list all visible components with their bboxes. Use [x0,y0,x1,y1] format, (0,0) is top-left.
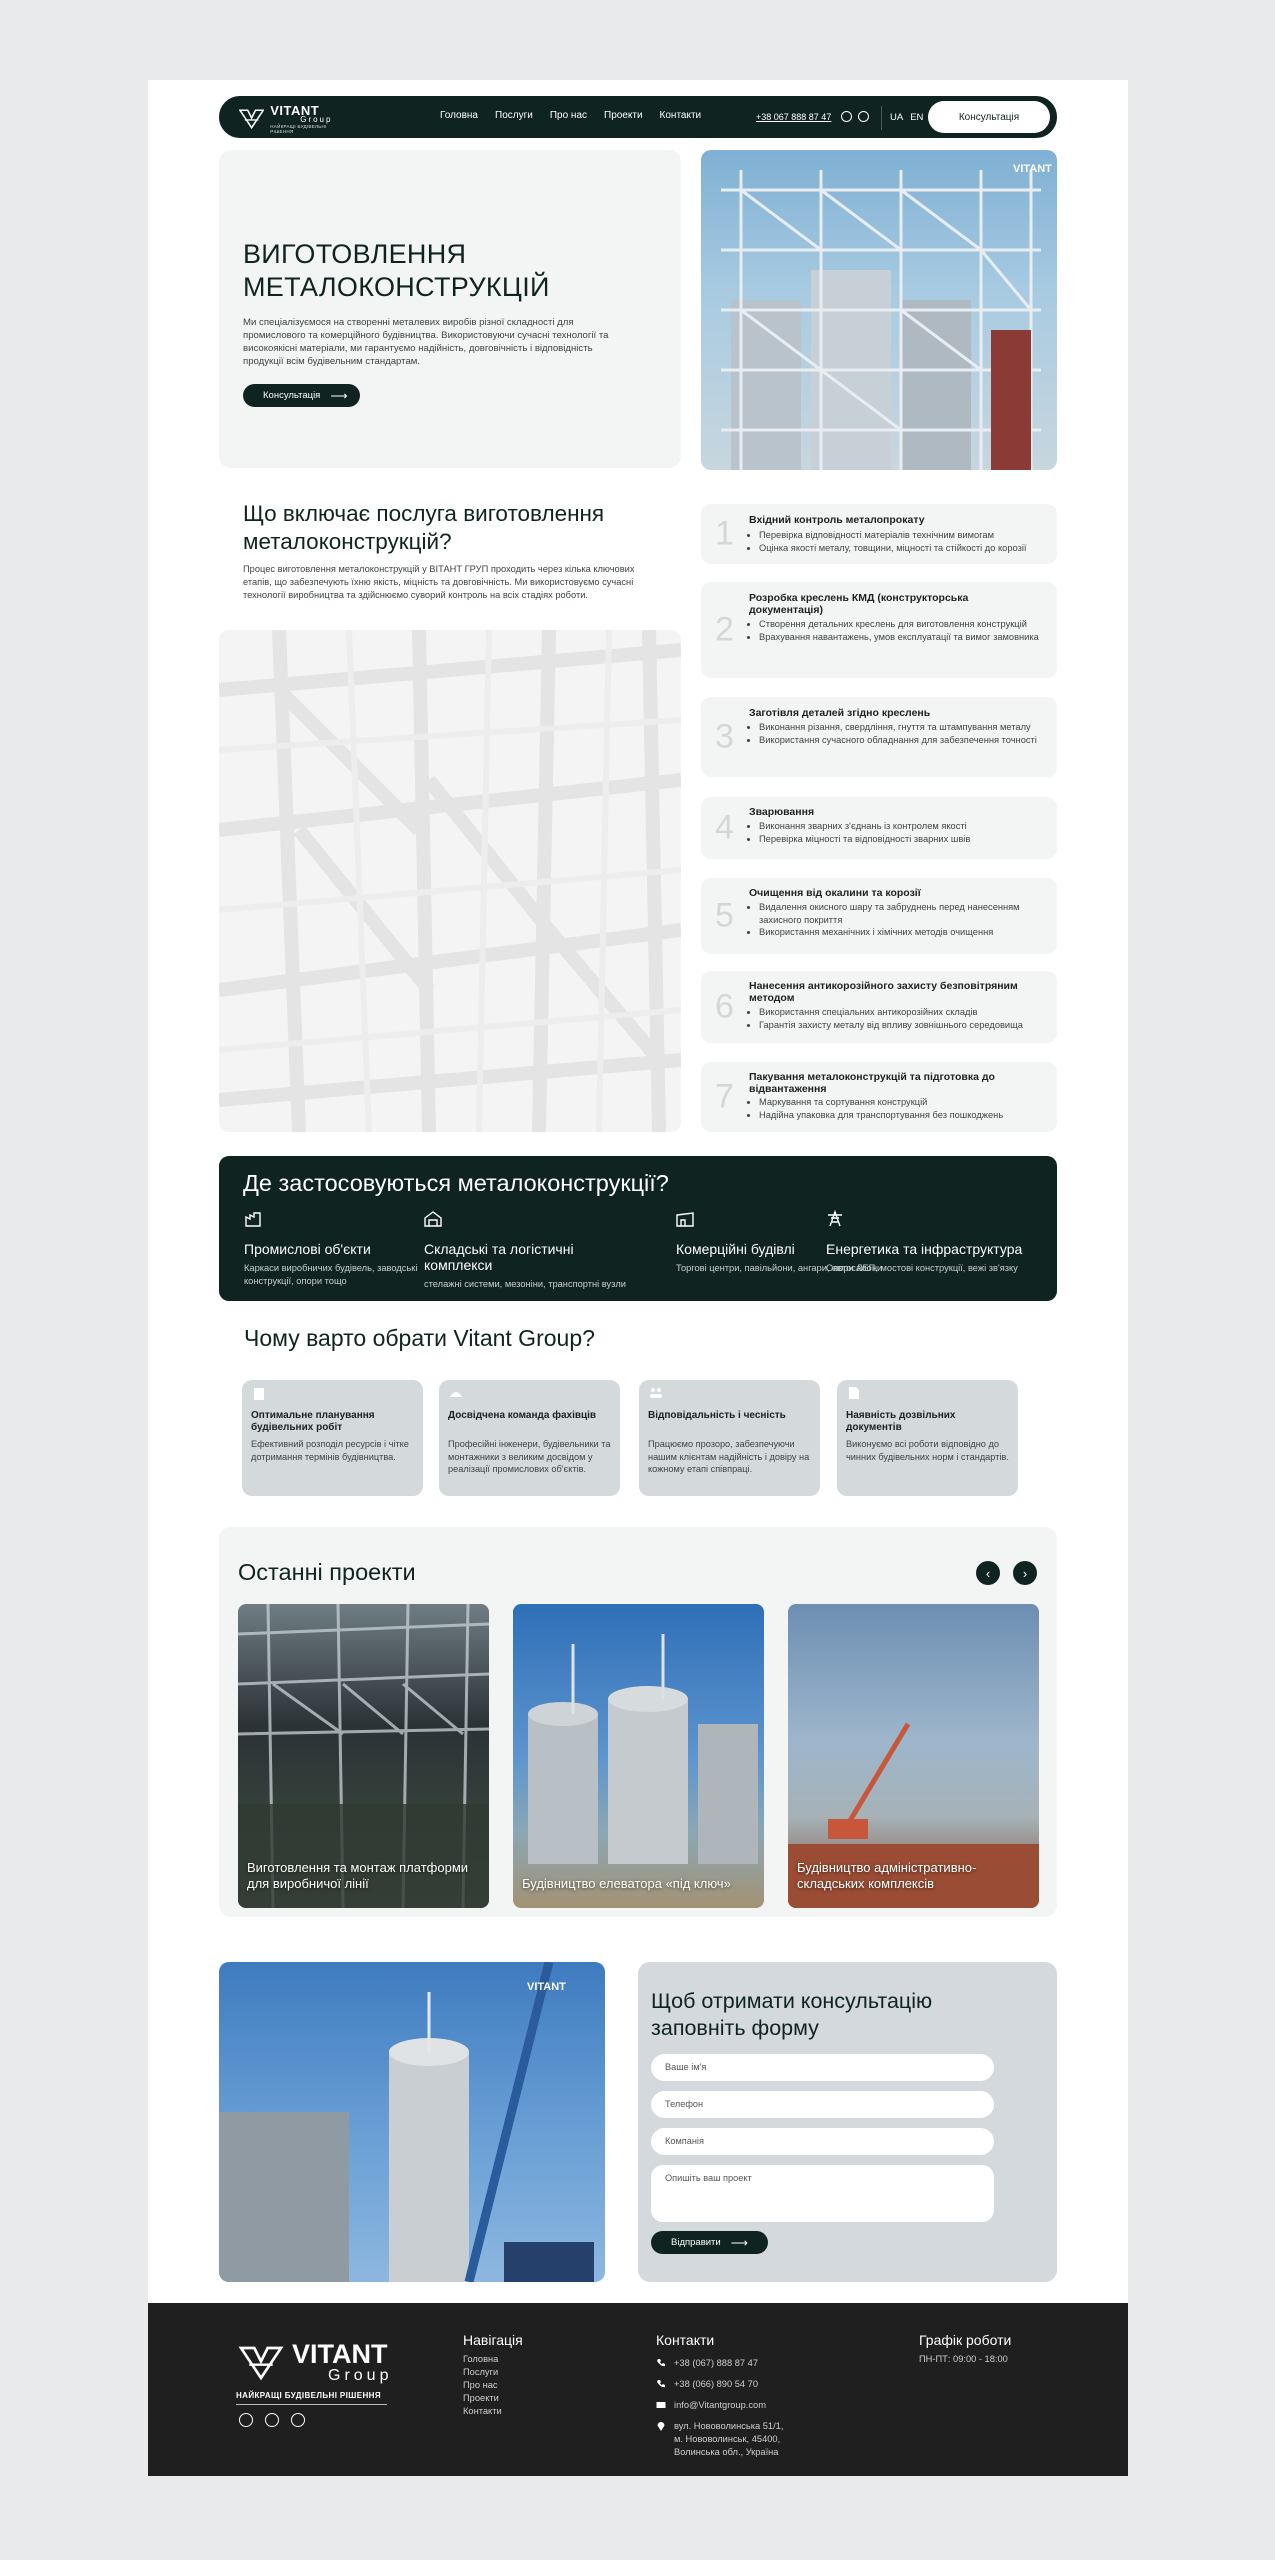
hero-consultation-button[interactable] [243,384,360,407]
hero-image-elevator [701,150,1057,470]
why-card-team [439,1380,620,1496]
silo-crane-illustration [219,1962,605,2282]
why-section-title: Чому варто обрати Vitant Group? [244,1325,595,1351]
chevron-left-icon: ‹ [985,1565,991,1581]
step-item: • Виконання різання, свердління, гнуття та штампування металу [759,721,1049,734]
application-desc: Каркаси виробничих будівель, заводські конструкції, опори тощо [244,1263,418,1286]
language-switcher [890,112,923,123]
why-card-title: Досвідчена команда фахівців [448,1410,597,1421]
footer-nav-services[interactable]: Послуги [463,2367,499,2377]
lang-en[interactable]: EN [910,112,924,123]
building-icon [252,1386,266,1400]
footer-wordmark [292,2341,392,2384]
footer-phone-1[interactable] [656,2357,816,2370]
phone-icon [656,2358,666,2368]
application-title: Складські та логістичні комплекси [424,1241,574,1273]
hero-card [219,150,681,468]
viber-icon[interactable] [239,2413,253,2427]
footer-phone-2-text: +38 (066) 890 54 70 [674,2379,758,2389]
project-card-title: Будівництво адміністративно-складських комплексів [797,1860,977,1891]
header-divider [881,106,882,130]
footer-phone-2[interactable] [656,2378,816,2391]
footer-address [656,2420,816,2459]
projects-title: Останні проекти [238,1559,416,1585]
hero-description: Ми спеціалізуємося на створенні металевих виробів різної складності для промислового та комерційного будівництва. Використовуючи сучасні технології та високоякісні матеріали, ми гарантуємо надійність, довговічність і відповідність продукції всім будівельним стандартам. [243,317,609,367]
whatsapp-icon[interactable] [291,2413,305,2427]
site-header [219,96,1057,138]
step-title: Вхідний контроль металопрокату [749,514,925,526]
step-items [759,901,1049,939]
page [148,80,1128,2476]
footer-logo[interactable] [236,2341,392,2384]
why-card-title: Наявність дозвільних документів [846,1410,956,1433]
why-card-desc: Ефективний розподіл ресурсів і чітке дотримання термінів будівництва. [251,1439,409,1462]
telegram-icon[interactable] [265,2413,279,2427]
step-items [759,1096,1049,1121]
footer-divider [236,2404,387,2405]
step-number: 2 [715,610,734,649]
company-field[interactable]: Компанія [651,2128,994,2155]
hero-button-label: Консультація [263,390,321,401]
phone-icon [656,2379,666,2389]
service-section-title: Що включає послуга виготовлення металоконструкцій? [243,501,605,554]
location-pin-icon [656,2421,666,2431]
project-card-elevator[interactable] [513,1604,764,1908]
step-item: • Використання механічних і хімічних методів очищення [759,926,1049,939]
step-item: • Маркування та сортування конструкцій [759,1096,1049,1109]
submit-button-label: Відправити [671,2237,721,2248]
process-step-1 [701,504,1057,564]
logo-wordmark [270,104,349,134]
process-step-3 [701,697,1057,777]
application-industrial [244,1210,454,1287]
arrow-right-icon: ⟶ [330,388,348,403]
steel-frame-image [219,630,681,1132]
step-title: Очищення від окалини та корозії [749,887,921,899]
chevron-right-icon: › [1022,1565,1028,1581]
step-number: 5 [715,896,734,935]
project-card-warehouse[interactable] [788,1604,1039,1908]
step-item: • Виконання зварних з'єднань із контролем якості [759,820,1049,833]
brand-sub: Group [300,115,333,124]
projects-section [219,1527,1057,1917]
warehouse-icon [424,1210,442,1228]
application-title: Енергетика та інфраструктура [826,1241,1023,1257]
step-item: • Гарантія захисту металу від впливу зовнішнього середовища [759,1019,1049,1032]
brand-name: VITANT [292,2339,388,2369]
carousel-next-button[interactable] [1013,1561,1037,1585]
step-items [759,529,1049,554]
power-tower-icon [826,1210,844,1228]
store-icon [676,1210,694,1228]
name-field[interactable]: Ваше ім'я [651,2054,994,2081]
carousel-prev-button[interactable] [976,1561,1000,1585]
nav-home[interactable]: Головна [440,110,478,121]
footer-nav-projects[interactable]: Проекти [463,2393,499,2403]
people-icon [649,1386,663,1400]
application-title: Комерційні будівлі [676,1241,795,1257]
why-card-honesty [639,1380,820,1496]
step-item: • Надійна упаковка для транспортування без пошкоджень [759,1109,1049,1122]
step-title: Розробка креслень КМД (конструкторська документація) [749,592,969,616]
nav-contacts[interactable]: Контакти [659,110,702,121]
why-card-title: Відповідальність і чесність [648,1410,786,1421]
step-item: • Оцінка якості металу, товщини, міцності та стійкості до корозії [759,542,1049,555]
telegram-icon[interactable] [858,111,869,122]
arrow-right-icon: ⟶ [730,2235,748,2250]
steel-frame-illustration [219,630,681,1132]
applications-title: Де застосовуються металоконструкції? [243,1170,669,1196]
step-title: Заготівля деталей згідно креслень [749,707,931,719]
contact-form-title: Щоб отримати консультацію заповніть форму [651,1989,933,2040]
process-step-5 [701,878,1057,954]
application-desc: Торгові центри, павільйони, ангари, автосалони [676,1263,883,1273]
footer-nav-home[interactable]: Головна [463,2354,499,2364]
site-footer [148,2303,1128,2476]
step-number: 4 [715,808,734,847]
step-items [759,820,1049,845]
step-items [759,721,1049,746]
why-card-desc: Виконуємо всі роботи відповідно до чинних будівельних норм і стандартів. [846,1439,1009,1462]
project-description-field[interactable]: Опишіть ваш проект [651,2165,994,2222]
header-phone-link[interactable]: +38 067 888 87 47 [756,112,832,122]
nav-about[interactable]: Про нас [549,110,588,121]
footer-address-line: Волинська обл., Україна [674,2447,779,2457]
header-logo[interactable] [239,104,349,134]
step-title: Нанесення антикорозійного захисту безповітряним методом [749,980,1018,1004]
footer-schedule-title: Графік роботи [919,2332,1012,2348]
project-card-title: Будівництво елеватора «під ключ» [522,1876,731,1891]
footer-schedule-hours: ПН-ПТ: 09:00 - 18:00 [919,2354,1008,2364]
brand-sub: Group [328,2367,393,2384]
application-desc: Опори ЛЕП, мостові конструкції, вежі зв'язку [826,1263,1018,1273]
footer-nav [463,2332,523,2418]
footer-contacts [656,2332,816,2459]
footer-address-line: м. Нововолинськ, 45400, [674,2434,781,2444]
lang-ua[interactable]: UA [890,112,904,123]
step-item: • Видалення окисного шару та забруднень перед нанесенням захисного покриття [759,901,1049,926]
step-items [759,1006,1049,1031]
project-card-title: Виготовлення та монтаж платформи для виробничої лінії [247,1860,469,1891]
contact-image-silo [219,1962,605,2282]
hero-title-line1: ВИГОТОВЛЕННЯ [243,239,467,269]
step-number: 7 [715,1077,734,1116]
step-item: • Використання спеціальних антикорозійних складів [759,1006,1049,1019]
process-step-7 [701,1062,1057,1132]
step-item: • Використання сучасного обладнання для забезпечення точності [759,734,1049,747]
factory-icon [244,1210,262,1228]
process-step-4 [701,797,1057,859]
footer-nav-about[interactable]: Про нас [463,2380,498,2390]
contact-form [638,1962,1057,2282]
why-card-planning [242,1380,423,1496]
image-watermark: VITANT [1013,163,1052,175]
footer-tagline: НАЙКРАЩІ БУДІВЕЛЬНІ РІШЕННЯ [236,2391,381,2400]
submit-button[interactable] [651,2231,768,2254]
step-item: • Перевірка відповідності матеріалів технічним вимогам [759,529,1049,542]
helmet-icon [449,1386,463,1400]
vitant-logo-icon [236,2343,286,2383]
footer-nav-title: Навігація [463,2332,523,2348]
footer-email[interactable] [656,2399,816,2412]
step-item: • Перевірка міцності та відповідності зварних швів [759,833,1049,846]
application-energy [826,1210,1036,1275]
why-card-desc: Професійні інженери, будівельники та монтажники з великим досвідом у реалізації промислових об'єктів. [448,1439,611,1474]
header-consultation-button[interactable]: Консультація [928,101,1050,133]
why-card-desc: Працюємо прозоро, забезпечуючи нашим клієнтам надійність і довіру на кожному етапі співпраці. [648,1439,810,1474]
step-title: Пакування металоконструкцій та підготовка до відвантаження [749,1071,995,1095]
header-social [841,111,869,122]
main-nav [440,110,701,121]
application-warehouse [424,1210,634,1291]
viber-icon[interactable] [841,111,852,122]
elevator-photo-illustration [513,1604,764,1908]
step-items [759,618,1049,643]
elevator-structure-illustration [701,150,1057,470]
applications-section [219,1156,1057,1301]
process-step-6 [701,971,1057,1043]
application-desc: стелажні системи, мезоніни, транспортні вузли [424,1279,626,1289]
footer-address-line: вул. Нововолинська 51/1, [674,2421,784,2431]
nav-projects[interactable]: Проекти [604,110,643,121]
nav-services[interactable]: Послуги [495,110,533,121]
step-number: 1 [715,514,734,553]
brand-tagline: НАЙКРАЩІ БУДІВЕЛЬНІ РІШЕННЯ [270,124,327,134]
footer-contacts-title: Контакти [656,2332,715,2348]
step-number: 3 [715,717,734,756]
step-item: • Створення детальних креслень для виготовлення конструкцій [759,618,1049,631]
footer-schedule [919,2332,1011,2366]
step-title: Зварювання [749,806,815,818]
footer-email-text: info@Vitantgroup.com [674,2400,766,2410]
brand-name: VITANT [270,103,320,118]
footer-nav-contacts[interactable]: Контакти [463,2406,502,2416]
application-title: Промислові об'єкти [244,1241,371,1257]
why-card-documents [837,1380,1018,1496]
why-card-title: Оптимальне планування будівельних робіт [251,1410,375,1433]
mail-icon [656,2400,666,2410]
project-card-platform[interactable] [238,1604,489,1908]
step-number: 6 [715,987,734,1026]
vitant-logo-icon [239,107,264,131]
image-watermark: VITANT [527,1981,566,1993]
process-step-2 [701,582,1057,678]
document-icon [847,1386,861,1400]
hero-title-line2: МЕТАЛОКОНСТРУКЦІЙ [243,272,550,302]
hero-title [243,238,643,304]
phone-field[interactable]: Телефон [651,2091,994,2118]
footer-social [239,2413,305,2427]
footer-phone-1-text: +38 (067) 888 87 47 [674,2358,758,2368]
step-item: • Врахування навантажень, умов експлуатації та вимог замовника [759,631,1049,644]
service-section-description: Процес виготовлення металоконструкцій у ВІТАНТ ГРУП проходить через кілька ключових етапів, що забезпечують їхню якість, міцність та довговічність. Ми використовуємо сучасні технології виробництва та здійснюємо суворий контроль на всіх стадіях роботи. [243,564,635,600]
